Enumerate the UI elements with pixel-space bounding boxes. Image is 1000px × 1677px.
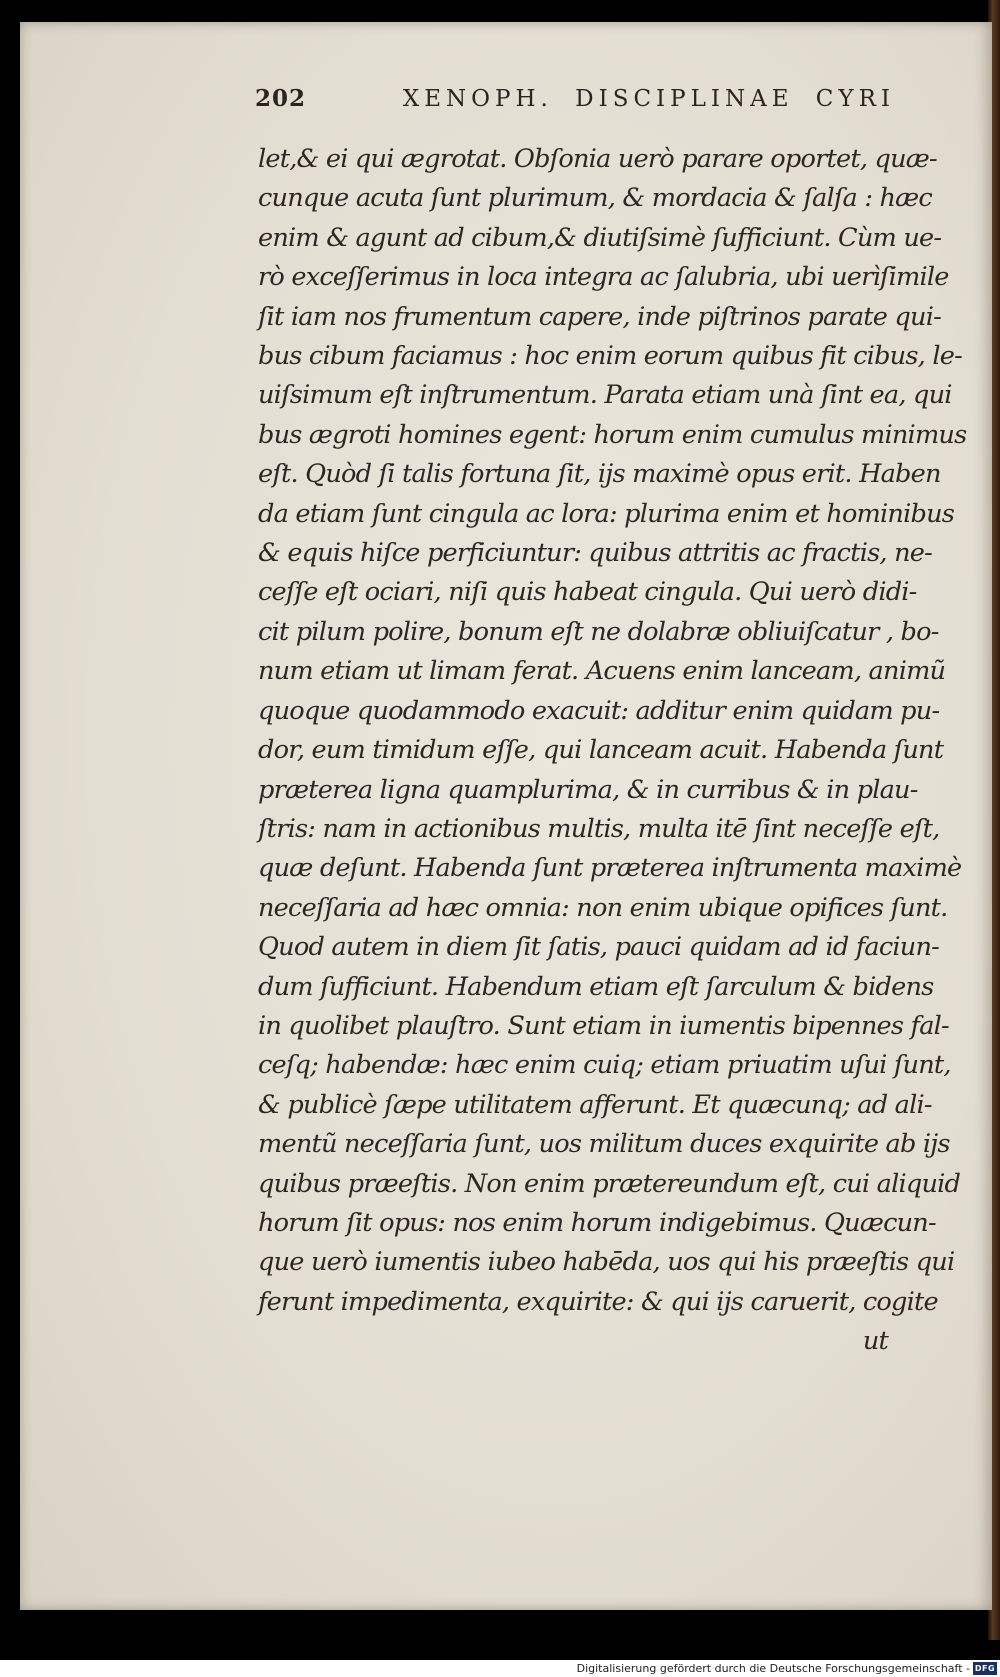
- text-line: que uerò iumentis iubeo habēda, uos qui his præeſtis qui: [258, 1247, 955, 1278]
- text-line: ceſſe eſt ociari, niſi quis habeat cingula. Qui uerò didi-: [258, 577, 917, 608]
- text-line: & publicè ſæpe utilitatem afferunt. Et quæcunq; ad ali-: [258, 1089, 932, 1120]
- dfg-logo: DFG: [974, 1664, 996, 1673]
- text-line: cit pilum polire, bonum eſt ne dolabræ obliuiſcatur , bo-: [258, 616, 939, 647]
- text-line: uiſsimum eſt inſtrumentum. Parata etiam unà ſint ea, qui: [258, 380, 952, 411]
- text-line: neceſſaria ad hæc omnia: non enim ubique opifices ſunt.: [258, 892, 948, 923]
- text-line: cunque acuta ſunt plurimum, & mordacia & ſalſa : hæc: [258, 183, 932, 214]
- text-line: rò exceſſerimus in loca integra ac ſalubria, ubi uerìſimile: [258, 262, 949, 293]
- page-number: 202: [255, 85, 307, 112]
- text-line: quibus præeſtis. Non enim prætereundum eſt, cui aliquid: [258, 1168, 961, 1199]
- text-line: ceſq; habendæ: hæc enim cuiq; etiam priuatim uſui ſunt,: [258, 1050, 951, 1081]
- text-line: dor, eum timidum eſſe, qui lanceam acuit. Habenda ſunt: [258, 735, 944, 766]
- text-line: bus cibum faciamus : hoc enim eorum quibus fit cibus, le-: [258, 341, 962, 372]
- text-line: ferunt impedimenta, exquirite: & qui ijs caruerit, cogite: [258, 1286, 938, 1317]
- text-line: in quolibet plauſtro. Sunt etiam in iumentis bipennes fal-: [258, 1010, 949, 1041]
- catchword: ut: [862, 1326, 888, 1357]
- body-text: [258, 140, 967, 1362]
- text-line: mentũ neceſſaria ſunt, uos militum duces exquirite ab ijs: [258, 1129, 950, 1160]
- text-line: quæ deſunt. Habenda ſunt præterea inſtrumenta maximè: [258, 853, 962, 884]
- text-line: præterea ligna quamplurima, & in curribus & in plau-: [258, 774, 918, 805]
- text-line: horum ſit opus: nos enim horum indigebimus. Quæcun-: [258, 1207, 936, 1238]
- text-line: quoque quodammodo exacuit: additur enim quidam pu-: [258, 695, 940, 726]
- text-line: enim & agunt ad cibum,& diutiſsimè ſufficiunt. Cùm ue-: [258, 222, 942, 253]
- text-line: ſtris: nam in actionibus multis, multa itē ſint neceſſe eſt,: [258, 813, 940, 844]
- text-line: num etiam ut limam ferat. Acuens enim lanceam, animũ: [258, 656, 946, 687]
- text-line: Quod autem in diem ſit ſatis, pauci quidam ad id faciun-: [258, 932, 940, 963]
- page-header: [255, 85, 895, 112]
- text-line: eſt. Quòd ſi talis fortuna ſit, ijs maximè opus erit. Haben: [258, 459, 941, 490]
- running-head: XENOPH. DISCIPLINAE CYRI: [402, 86, 895, 112]
- text-line: bus ægroti homines egent: horum enim cumulus minimus: [258, 419, 967, 450]
- funding-credit: Digitalisierung gefördert durch die Deutsche Forschungsgemeinschaft -: [576, 1662, 970, 1675]
- footer-bar: [0, 1660, 1000, 1677]
- text-line: dum ſufficiunt. Habendum etiam eſt ſarculum & bidens: [258, 971, 934, 1002]
- text-line: da etiam ſunt cingula ac lora: plurima enim et hominibus: [258, 498, 955, 529]
- text-line: let,& ei qui ægrotat. Obſonia uerò parare oportet, quæ-: [258, 144, 937, 174]
- text-line: ſit iam nos frumentum capere, inde piſtrinos parate qui-: [258, 301, 941, 332]
- text-line: & equis hiſce perficiuntur: quibus attritis ac fractis, ne-: [258, 538, 932, 569]
